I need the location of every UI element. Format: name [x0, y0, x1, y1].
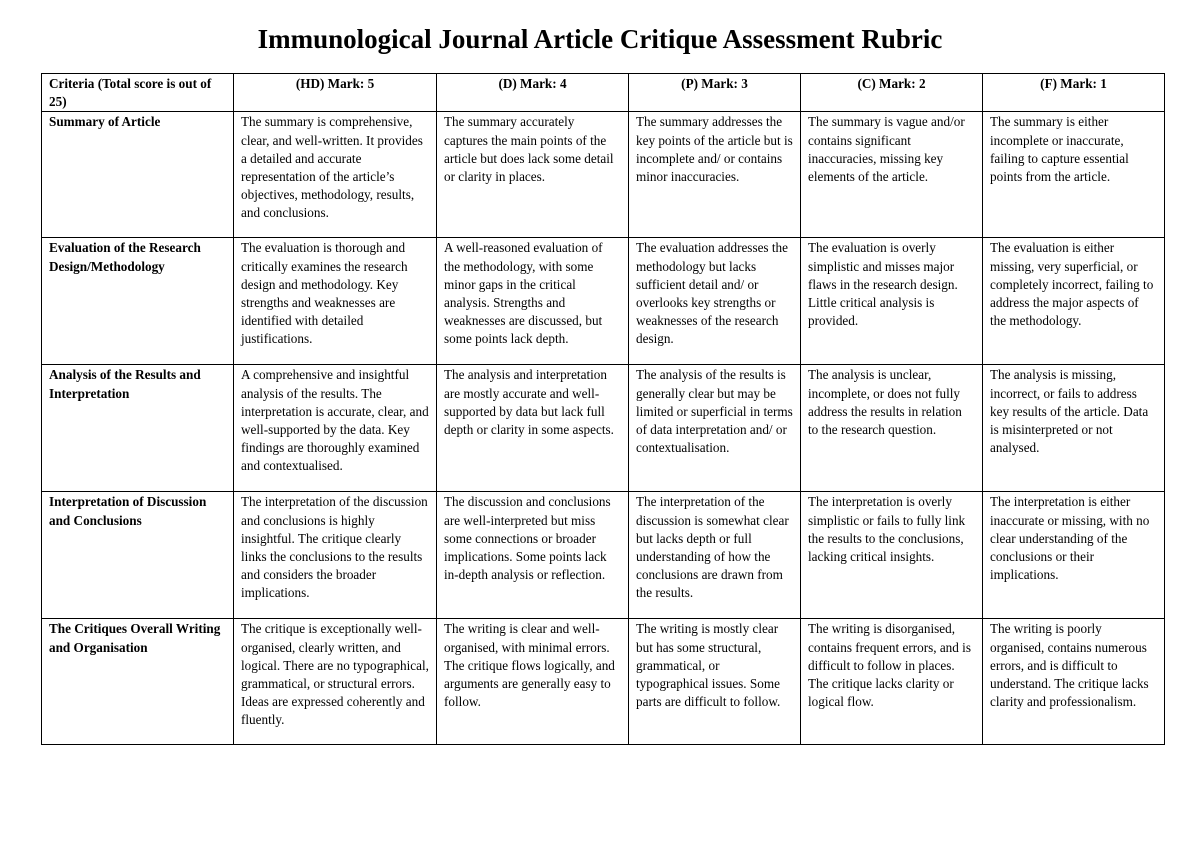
grade-header-hd: (HD) Mark: 5 — [234, 74, 437, 112]
rubric-cell-hd: The summary is comprehensive, clear, and well-written. It provides a detailed and accurate representation of the article’s objectives, methodology, results, and conclusions. — [234, 112, 437, 238]
table-row — [42, 238, 1165, 365]
criterion-label: Analysis of the Results and Interpretation — [42, 365, 234, 492]
table-row — [42, 112, 1165, 238]
rubric-cell-f: The summary is either incomplete or inaccurate, failing to capture essential points from the article. — [983, 112, 1165, 238]
rubric-cell-p: The analysis of the results is generally clear but may be limited or superficial in terms of data interpretation and/ or contextualisation. — [629, 365, 801, 492]
rubric-cell-f: The analysis is missing, incorrect, or fails to address key results of the article. Data is misinterpreted or not analysed. — [983, 365, 1165, 492]
rubric-cell-c: The evaluation is overly simplistic and misses major flaws in the research design. Little critical analysis is provided. — [801, 238, 983, 365]
grade-header-p: (P) Mark: 3 — [629, 74, 801, 112]
rubric-cell-hd: The critique is exceptionally well-organised, clearly written, and logical. There are no typographical, grammatical, or structural errors. Ideas are expressed coherently and fluently. — [234, 619, 437, 745]
rubric-table — [41, 73, 1165, 745]
rubric-cell-d: The writing is clear and well-organised, with minimal errors. The critique flows logically, and arguments are generally easy to follow. — [437, 619, 629, 745]
rubric-cell-f: The evaluation is either missing, very superficial, or completely incorrect, failing to address the major aspects of the methodology. — [983, 238, 1165, 365]
table-row — [42, 365, 1165, 492]
criterion-label: Evaluation of the Research Design/Methodology — [42, 238, 234, 365]
criterion-label: Interpretation of Discussion and Conclusions — [42, 492, 234, 619]
rubric-cell-c: The writing is disorganised, contains frequent errors, and is difficult to follow in places. The critique lacks clarity or logical flow. — [801, 619, 983, 745]
grade-header-c: (C) Mark: 2 — [801, 74, 983, 112]
rubric-cell-f: The interpretation is either inaccurate or missing, with no clear understanding of the conclusions or their implications. — [983, 492, 1165, 619]
rubric-cell-p: The writing is mostly clear but has some structural, grammatical, or typographical issues. Some parts are difficult to follow. — [629, 619, 801, 745]
rubric-cell-hd: The interpretation of the discussion and conclusions is highly insightful. The critique clearly links the conclusions to the results and considers the broader implications. — [234, 492, 437, 619]
page-title: Immunological Journal Article Critique Assessment Rubric — [257, 24, 943, 54]
rubric-cell-hd: The evaluation is thorough and critically examines the research design and methodology. Key strengths and weaknesses are identified with detailed justifications. — [234, 238, 437, 365]
rubric-cell-d: A well-reasoned evaluation of the methodology, with some minor gaps in the critical analysis. Strengths and weaknesses are discussed, but some points lack depth. — [437, 238, 629, 365]
rubric-cell-c: The summary is vague and/or contains significant inaccuracies, missing key elements of the article. — [801, 112, 983, 238]
table-row — [42, 619, 1165, 745]
rubric-cell-d: The summary accurately captures the main points of the article but does lack some detail or clarity in places. — [437, 112, 629, 238]
rubric-cell-p: The evaluation addresses the methodology but lacks sufficient detail and/ or overlooks key strengths or weaknesses of the research design. — [629, 238, 801, 365]
rubric-cell-d: The analysis and interpretation are mostly accurate and well-supported by data but lack full depth or clarity in some aspects. — [437, 365, 629, 492]
rubric-cell-c: The analysis is unclear, incomplete, or does not fully address the results in relation to the research question. — [801, 365, 983, 492]
rubric-cell-hd: A comprehensive and insightful analysis of the results. The interpretation is accurate, clear, and well-supported by the data. Key findings are thoroughly examined and contextualised. — [234, 365, 437, 492]
table-row — [42, 492, 1165, 619]
header-row — [42, 74, 1165, 112]
criterion-label: Summary of Article — [42, 112, 234, 238]
criteria-column-header: Criteria (Total score is out of 25) — [42, 74, 234, 112]
rubric-cell-p: The interpretation of the discussion is somewhat clear but lacks depth or full understanding of how the conclusions are drawn from the results. — [629, 492, 801, 619]
grade-header-f: (F) Mark: 1 — [983, 74, 1165, 112]
criterion-label: The Critiques Overall Writing and Organisation — [42, 619, 234, 745]
grade-header-d: (D) Mark: 4 — [437, 74, 629, 112]
rubric-cell-p: The summary addresses the key points of the article but is incomplete and/ or contains minor inaccuracies. — [629, 112, 801, 238]
rubric-cell-f: The writing is poorly organised, contains numerous errors, and is difficult to understand. The critique lacks clarity and professionalism. — [983, 619, 1165, 745]
rubric-cell-d: The discussion and conclusions are well-interpreted but miss some connections or broader implications. Some points lack in-depth analysis or reflection. — [437, 492, 629, 619]
rubric-cell-c: The interpretation is overly simplistic or fails to fully link the results to the conclusions, lacking critical insights. — [801, 492, 983, 619]
